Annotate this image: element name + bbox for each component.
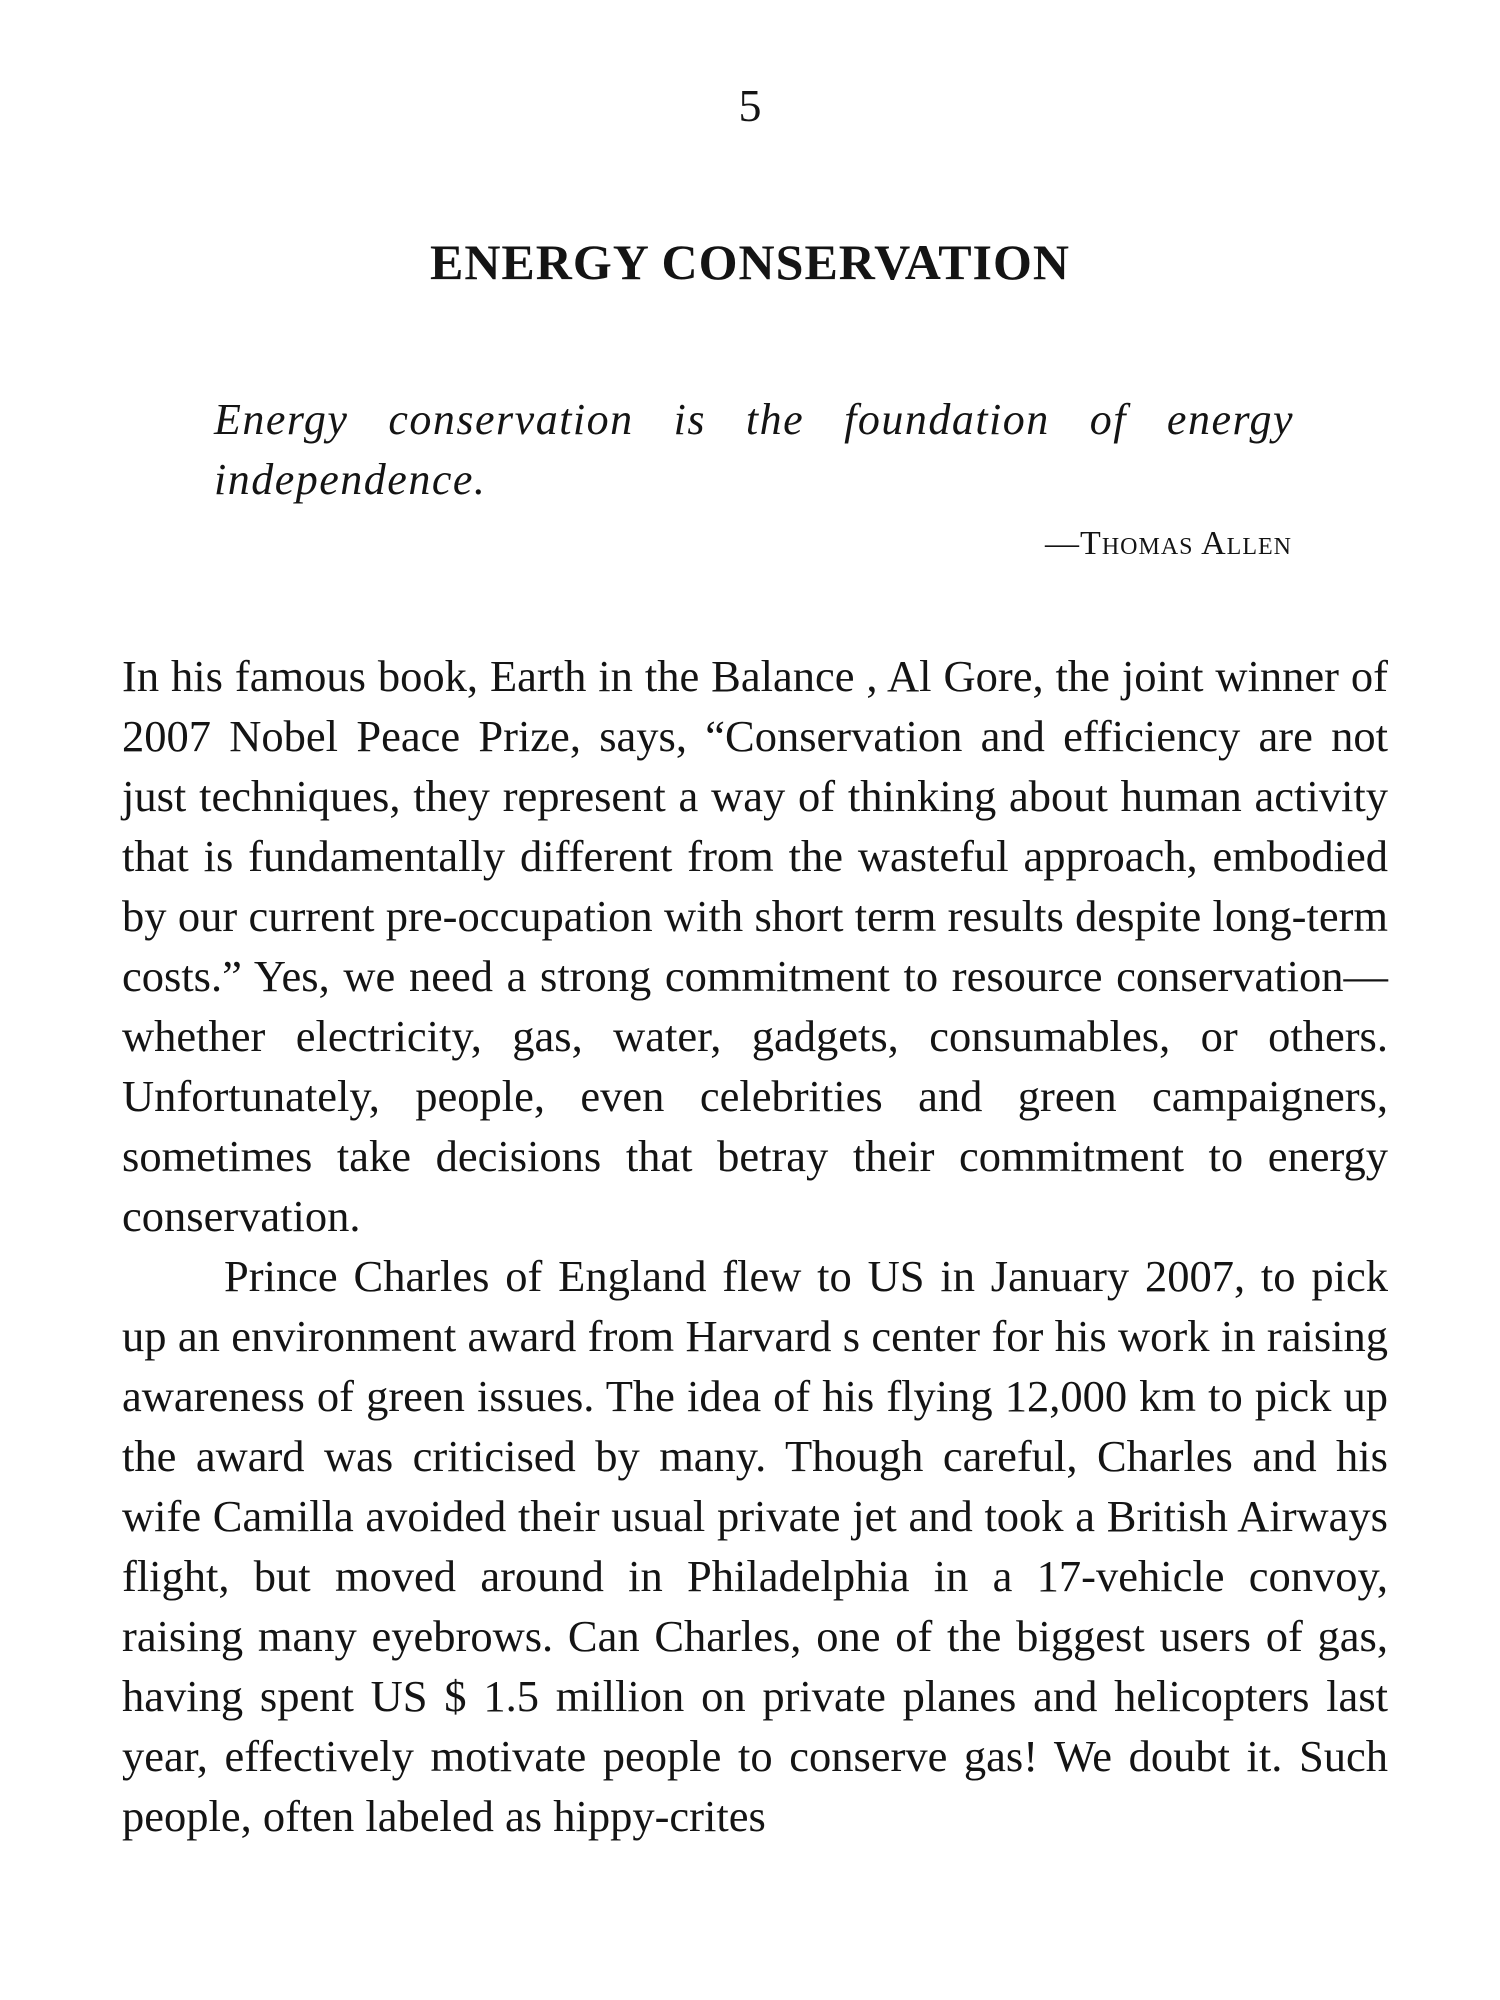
body-paragraph: In his famous book, Earth in the Balance , Al Gore, the joint winner of 2007 Nobel Peace Prize, says, “Conservation and efficiency are not just techniques, they represent a way of thinking about human activity that is fundamentally different from the wasteful approach, embodied by our current pre-occupation with short term results despite long-term costs.” Yes, we need a strong commitment to resource conservation—whether electricity, gas, water, gadgets, consumables, or others. Unfortunately, people, even celebrities and green campaigners, sometimes take decisions that betray their commitment to energy conservation.: [122, 651, 1388, 1241]
body-text: [122, 646, 1388, 1846]
page-number: 5: [738, 80, 762, 131]
epigraph-quote: Energy conservation is the foundation of energy independence.: [214, 395, 1294, 504]
chapter-title: ENERGY CONSERVATION: [429, 234, 1071, 290]
body-paragraph: Prince Charles of England flew to US in January 2007, to pick up an environment award from Harvard s center for his work in raising awareness of green issues. The idea of his flying 12,000 km to pick up the award was criticised by many. Though careful, Charles and his wife Camilla avoided their usual private jet and took a British Airways flight, but moved around in Philadelphia in a 17-vehicle convoy, raising many eyebrows. Can Charles, one of the biggest users of gas, having spent US $ 1.5 million on private planes and helicopters last year, effectively motivate people to conserve gas! We doubt it. Such people, often labeled as hippy-crites: [122, 1251, 1388, 1841]
epigraph-attribution: —Thomas Allen: [1045, 525, 1292, 562]
